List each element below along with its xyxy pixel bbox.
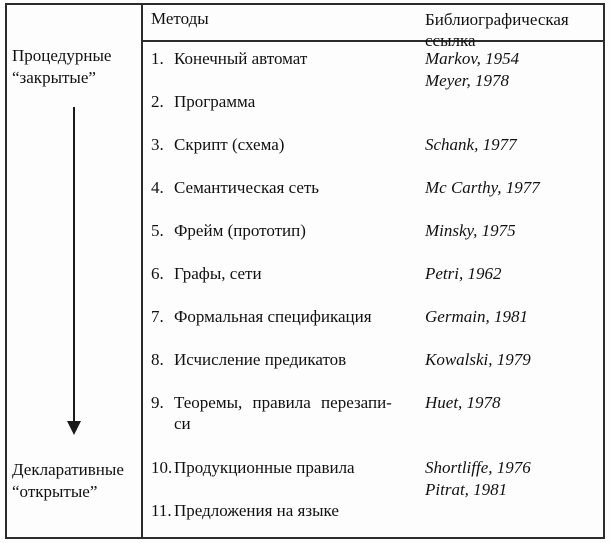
method-cell (143, 257, 425, 300)
down-arrow-icon (73, 107, 75, 422)
method-label: Скрипт (схема) (174, 135, 285, 154)
method-label: Графы, сети (174, 264, 262, 283)
reference-line: Markov, 1954 (425, 49, 520, 68)
reference-cell (425, 85, 605, 128)
axis-label-declarative (12, 459, 124, 503)
reference-line: Shortliffe, 1976 (425, 458, 531, 477)
table-row (143, 171, 605, 214)
axis-label-procedural-line2: “закрытые” (12, 68, 96, 87)
row-number: 5. (151, 221, 164, 240)
method-cell (143, 128, 425, 171)
method-label: Фрейм (прототип) (174, 221, 306, 240)
reference-cell (425, 42, 605, 90)
down-arrow-head-icon (67, 421, 81, 435)
table-row (143, 386, 605, 451)
axis-label-declarative-line1: Декларативные (12, 460, 124, 479)
row-number: 3. (151, 135, 164, 154)
table-row (143, 214, 605, 257)
table-row (143, 42, 605, 90)
method-label-line2: си (174, 414, 191, 433)
table-row (143, 494, 605, 537)
reference-line: Petri, 1962 (425, 264, 502, 283)
row-number: 10. (151, 458, 173, 477)
method-cell (143, 451, 425, 494)
method-cell (143, 343, 425, 386)
row-number: 2. (151, 92, 164, 111)
reference-line: Kowalski, 1979 (425, 350, 531, 369)
row-number: 9. (151, 393, 164, 412)
axis-label-procedural-line1: Процедурные (12, 46, 112, 65)
method-cell (143, 42, 425, 85)
table-row (143, 451, 605, 499)
method-cell (143, 386, 425, 451)
method-label: Продукционные правила (174, 458, 355, 477)
method-label: Формальная спецификация (174, 307, 372, 326)
method-cell (143, 494, 425, 537)
method-label: Теоремы, правила перезапи- (174, 393, 392, 412)
row-number: 7. (151, 307, 164, 326)
table-row (143, 300, 605, 343)
method-cell (143, 214, 425, 257)
method-cell (143, 300, 425, 343)
reference-cell (425, 128, 605, 171)
reference-line: Germain, 1981 (425, 307, 528, 326)
reference-cell (425, 171, 605, 214)
method-label: Семантическая сеть (174, 178, 320, 197)
table-row (143, 257, 605, 300)
column-header-bibliography-line1: Библиографическая (425, 10, 569, 29)
table-row (143, 85, 605, 128)
method-cell (143, 85, 425, 128)
reference-cell (425, 300, 605, 343)
reference-cell (425, 257, 605, 300)
reference-line: Huet, 1978 (425, 393, 501, 412)
reference-line: Schank, 1977 (425, 135, 517, 154)
method-cell (143, 171, 425, 214)
reference-cell (425, 494, 605, 537)
row-number: 8. (151, 350, 164, 369)
reference-cell (425, 386, 605, 451)
row-number: 6. (151, 264, 164, 283)
method-label: Программа (174, 92, 256, 111)
methods-table (143, 3, 605, 539)
row-number: 11. (151, 501, 172, 520)
table-body (143, 42, 605, 537)
method-label: Конечный автомат (174, 49, 308, 68)
table-row (143, 128, 605, 171)
table-row (143, 343, 605, 386)
column-header-methods: Методы (151, 9, 209, 28)
row-number: 1. (151, 49, 164, 68)
reference-line: Minsky, 1975 (425, 221, 516, 240)
reference-line: Meyer, 1978 (425, 71, 510, 90)
method-label: Исчисление предикатов (174, 350, 347, 369)
method-label: Предложения на языке (174, 501, 339, 520)
row-number: 4. (151, 178, 164, 197)
reference-cell (425, 343, 605, 386)
reference-line: Mc Carthy, 1977 (425, 178, 540, 197)
axis-label-declarative-line2: “открытые” (12, 482, 98, 501)
reference-cell (425, 451, 605, 499)
column-header-bibliography-line2: ссылка (425, 31, 476, 50)
reference-line: Pitrat, 1981 (425, 480, 508, 499)
axis-label-procedural (12, 45, 111, 89)
reference-cell (425, 214, 605, 257)
